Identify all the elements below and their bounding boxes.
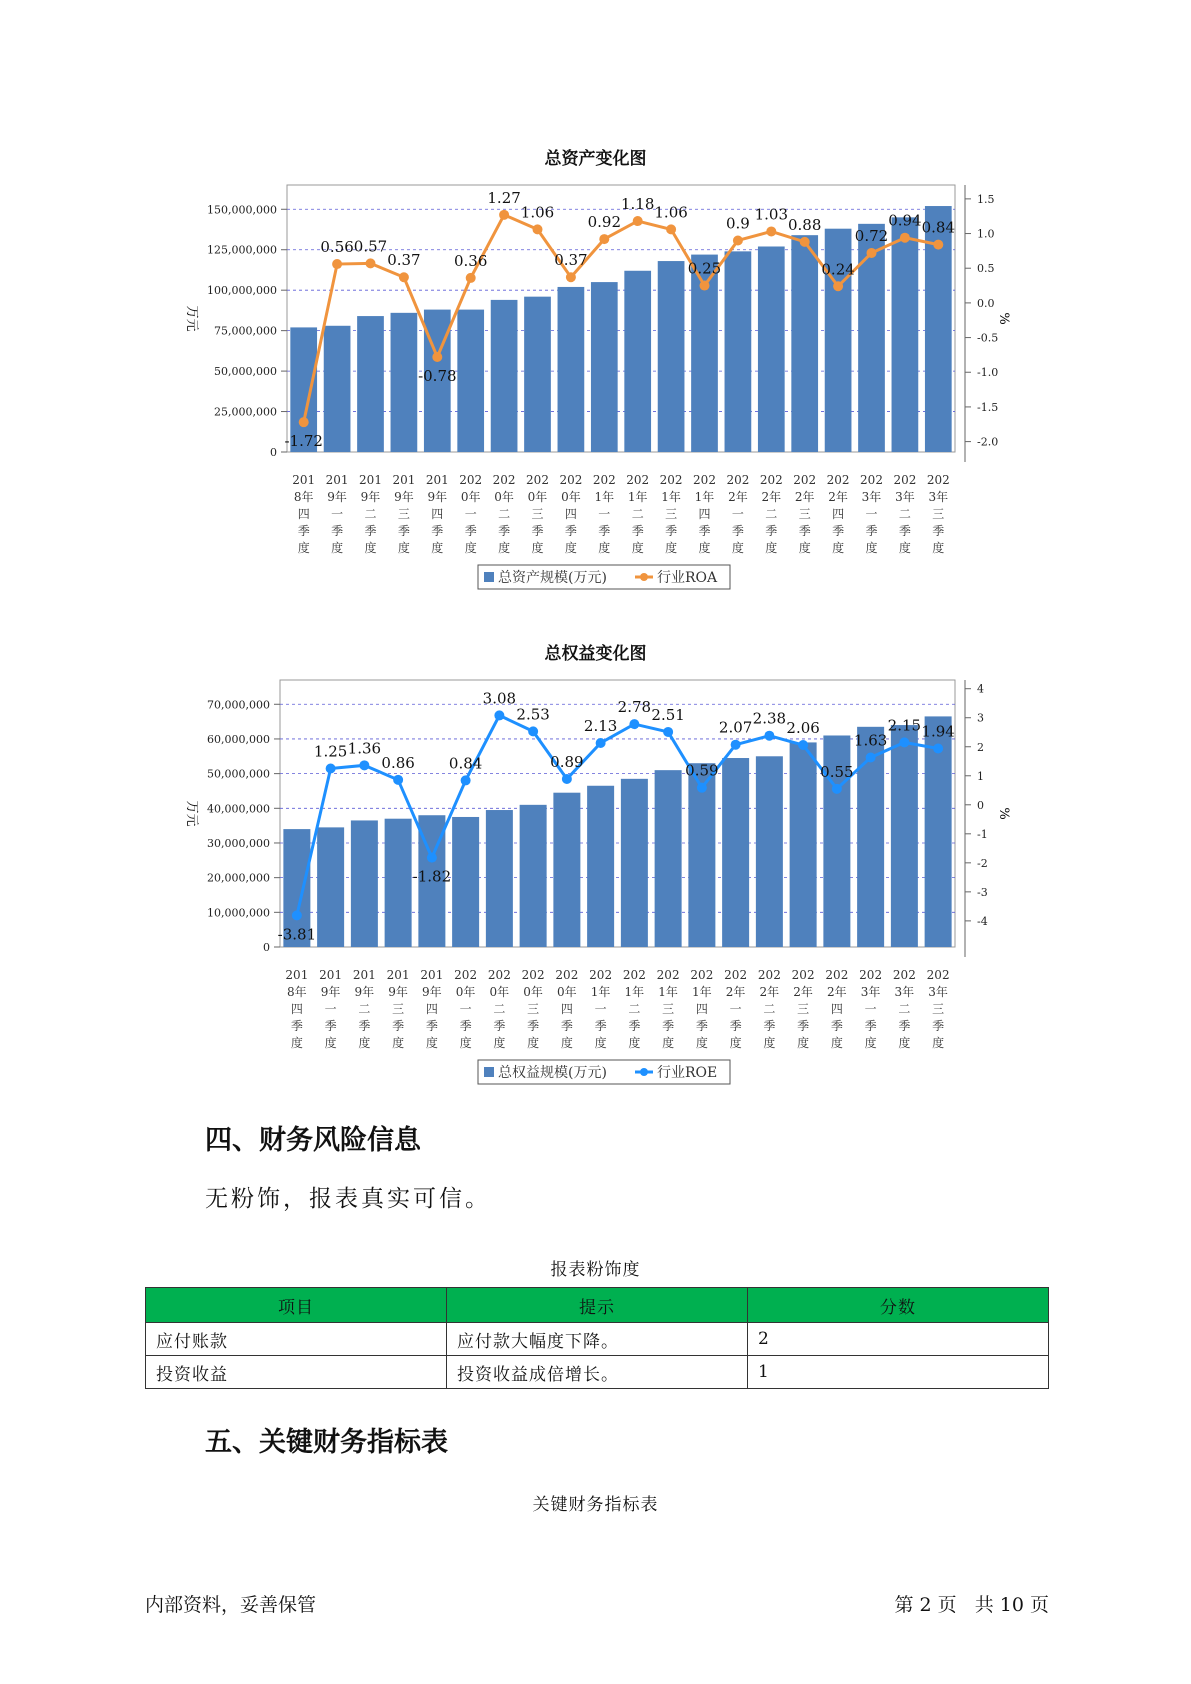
x-tick-label: 202 0年三季度 [526,473,549,555]
data-label: 0.25 [687,259,722,278]
risk-item-cell: 应付账款 [146,1323,447,1356]
risk-table-header-row [146,1288,1049,1323]
data-label: 0.55 [820,762,854,781]
x-tick-label: 201 9年二季度 [352,968,376,1050]
x-tick-label: 202 2年四季度 [825,968,849,1050]
x-tick-label: 202 2年二季度 [759,473,783,555]
data-label: 1.94 [921,722,955,741]
bar [621,779,648,947]
line-point [393,775,403,785]
x-tick-label: 201 9年二季度 [359,473,382,555]
bar [385,819,412,947]
x-tick-label: 202 3年二季度 [893,473,917,555]
footer-confidential-note: 内部资料，妥善保管 [145,1594,317,1616]
bar [558,287,585,452]
data-label: 2.51 [651,705,685,724]
y-tick-label: 75,000,000 [214,324,277,338]
data-label: 1.18 [620,195,655,214]
line-point [299,417,309,427]
line-point [867,248,877,258]
x-tick-label: 201 9年三季度 [392,473,416,555]
line-point [461,775,471,785]
x-tick-label: 202 1年三季度 [659,473,683,555]
line-point [432,352,442,362]
line-point [866,752,876,762]
x-tick-label: 202 0年一季度 [459,473,483,555]
y-tick-label: 125,000,000 [207,243,277,257]
risk-table-header-score: 分数 [748,1288,1049,1323]
bar [791,235,818,452]
line-point [833,281,843,291]
bar [722,758,749,947]
x-tick-label: 202 0年二季度 [492,473,516,555]
x-tick-label: 202 0年四季度 [559,473,583,555]
line-point [633,216,643,226]
data-label: 3.08 [482,689,517,708]
x-tick-label: 202 2年三季度 [791,968,815,1050]
risk-hint-cell: 应付款大幅度下降。 [447,1323,748,1356]
y-tick-label: 25,000,000 [214,405,277,419]
x-tick-label: 201 8年四季度 [285,968,309,1050]
line-point [900,233,910,243]
data-label: 0.86 [381,753,415,772]
bar [758,246,785,452]
data-label: 0.56 [320,238,354,257]
bar [553,793,580,947]
y-tick-label: 30,000,000 [207,836,270,850]
line-point [766,226,776,236]
bar [457,310,484,452]
y2-tick-label: 1.5 [977,192,995,206]
data-label: 0.37 [387,251,421,270]
line-point [359,760,369,770]
footer-page-number: 第 2 页 共 10 页 [894,1594,1049,1616]
key-indicators-caption: 关键财务指标表 [532,1495,659,1515]
line-point [697,783,707,793]
line-point [700,281,710,291]
legend-line-marker [640,573,648,581]
y2-tick-label: 4 [977,682,984,696]
risk-score-cell: 1 [748,1356,1049,1389]
data-label: 0.92 [587,213,622,232]
risk-table-header-hint: 提示 [447,1288,748,1323]
line-point [731,740,741,750]
y2-tick-label: -1 [977,827,988,841]
bar [452,817,479,947]
bar [351,820,378,947]
y2-tick-label: 1.0 [977,227,995,241]
y-tick-label: 20,000,000 [207,871,270,885]
bar [587,786,614,947]
risk-summary-text: 无粉饰，报表真实可信。 [205,1186,491,1212]
x-tick-label: 202 0年四季度 [555,968,579,1050]
x-tick-label: 202 1年一季度 [589,968,613,1050]
data-label: 1.63 [853,731,888,750]
x-tick-label: 202 2年三季度 [793,473,817,555]
line-point [933,743,943,753]
y2-tick-label: 0.0 [977,296,995,310]
x-tick-label: 201 9年四季度 [420,968,444,1050]
section-heading-financial-risk: 四、财务风险信息 [205,1125,421,1156]
line-point [326,764,336,774]
x-tick-label: 202 2年四季度 [826,473,850,555]
bar [357,316,384,452]
data-label: 0.24 [821,260,855,279]
line-point [499,210,509,220]
y2-tick-label: -2.0 [977,435,999,449]
line-point [663,727,673,737]
plot-frame [277,680,955,947]
line-point [899,737,909,747]
line-point [494,710,504,720]
line-point [562,774,572,784]
y-tick-label: 50,000,000 [214,365,277,379]
y2-tick-label: -2 [977,856,988,870]
data-label: 2.38 [752,709,787,728]
chart-title-total-assets: 总资产变化图 [544,149,647,169]
line-point [596,738,606,748]
bar [491,300,518,452]
y-tick-label: 0 [270,446,277,459]
line-point [533,224,543,234]
y-tick-label: 40,000,000 [207,802,270,816]
bar [324,326,351,452]
y-axis-label: 万元 [184,800,199,827]
bar [524,297,551,452]
data-label: 2.53 [516,705,550,724]
data-label: 0.9 [725,214,750,233]
table-row [146,1356,1049,1389]
y-axis-label: 万元 [184,305,199,332]
data-label: 0.89 [550,752,584,771]
x-tick-label: 202 0年二季度 [487,968,511,1050]
line-point [427,853,437,863]
y2-tick-label: -1.5 [977,400,999,414]
x-tick-label: 202 2年一季度 [724,968,748,1050]
x-tick-label: 202 1年四季度 [693,473,716,555]
bar [655,770,682,947]
y2-tick-label: 1 [977,769,984,783]
line-point [800,237,810,247]
legend-line-marker [640,1068,648,1076]
line-point [933,240,943,250]
data-label: 1.03 [754,205,789,224]
data-label: 1.27 [487,188,521,207]
line-point [798,740,808,750]
data-label: 0.36 [453,251,488,270]
bar [756,756,783,947]
table-row [146,1323,1049,1356]
line-point [832,784,842,794]
data-label: 2.78 [617,698,652,717]
y2-axis-label: % [996,807,1011,820]
data-label: 1.25 [313,742,348,761]
data-label: 0.72 [854,226,889,245]
legend-bar-label: 总资产规模(万元) [498,570,607,586]
y-tick-label: 150,000,000 [207,203,277,217]
bar [486,810,513,947]
x-tick-label: 202 0年一季度 [454,968,478,1050]
risk-table [145,1287,1049,1389]
risk-item-cell: 投资收益 [146,1356,447,1389]
y2-tick-label: -3 [977,885,988,899]
y-tick-label: 10,000,000 [207,906,270,920]
data-label: 2.07 [718,718,753,737]
chart-total-assets [0,175,1191,615]
y2-tick-label: 2 [977,740,984,754]
x-tick-label: 202 3年一季度 [859,968,883,1050]
bar [892,217,919,452]
risk-table-caption: 报表粉饰度 [550,1260,641,1280]
y-tick-label: 60,000,000 [207,732,270,746]
x-tick-label: 201 8年四季度 [292,473,316,555]
y-tick-label: 50,000,000 [207,767,270,781]
y2-tick-label: -4 [977,914,988,928]
x-tick-label: 202 2年二季度 [757,968,781,1050]
y2-tick-label: -1.0 [977,366,999,380]
data-label: 0.84 [448,754,483,773]
bar [658,261,685,452]
x-tick-label: 202 0年三季度 [521,968,545,1050]
y-tick-label: 70,000,000 [207,698,270,712]
y2-axis-label: % [996,312,1011,325]
bar [317,827,344,947]
data-label: -1.82 [412,867,452,886]
legend-line-label: 行业ROA [657,570,718,586]
risk-table-header-item: 项目 [146,1288,447,1323]
y2-tick-label: -0.5 [977,331,999,345]
bar [591,282,618,452]
bar [858,224,885,452]
x-tick-label: 202 3年三季度 [926,473,950,555]
data-label: 0.94 [888,211,922,230]
x-tick-label: 202 1年二季度 [622,968,646,1050]
legend-bar-label: 总权益规模(万元) [498,1065,607,1081]
x-tick-label: 202 1年三季度 [656,968,680,1050]
line-point [733,235,743,245]
x-tick-label: 202 3年一季度 [860,473,883,555]
data-label: 1.06 [654,203,688,222]
data-label: 0.57 [353,237,388,256]
x-tick-label: 202 1年一季度 [592,473,616,555]
bar [891,725,918,947]
x-tick-label: 201 9年三季度 [386,968,410,1050]
line-point [599,234,609,244]
data-label: -1.72 [284,432,323,451]
data-label: -0.78 [418,366,457,385]
data-label: 2.06 [786,719,820,738]
line-point [366,258,376,268]
y-tick-label: 100,000,000 [207,284,277,298]
data-label: 0.59 [685,761,719,780]
chart-title-total-equity: 总权益变化图 [544,644,647,664]
legend-line-label: 行业ROE [657,1065,718,1081]
bar [725,251,752,452]
x-tick-label: 202 2年一季度 [726,473,750,555]
x-tick-label: 202 1年二季度 [626,473,650,555]
x-tick-label: 202 3年二季度 [892,968,916,1050]
line-point [566,272,576,282]
x-tick-label: 201 9年一季度 [325,473,349,555]
x-tick-label: 201 9年一季度 [319,968,343,1050]
risk-hint-cell: 投资收益成倍增长。 [447,1356,748,1389]
line-point [764,731,774,741]
x-tick-label: 202 1年四季度 [690,968,714,1050]
legend-bar-swatch [484,1067,494,1077]
line-point [332,259,342,269]
data-label: 2.15 [887,716,922,735]
section-heading-key-indicators: 五、关键财务指标表 [205,1427,448,1458]
bar [520,805,547,947]
y-tick-label: 0 [263,941,270,954]
line-point [292,910,302,920]
data-label: 1.06 [520,203,555,222]
bar [391,313,418,452]
risk-score-cell: 2 [748,1323,1049,1356]
line-point [399,272,409,282]
chart-total-equity [0,670,1191,1110]
line-point [666,224,676,234]
line-point [629,719,639,729]
data-label: 1.36 [347,739,382,758]
legend-bar-swatch [484,572,494,582]
x-tick-label: 201 9年四季度 [425,473,449,555]
data-label: 0.84 [921,218,956,237]
x-tick-label: 202 3年三季度 [926,968,950,1050]
data-label: 0.37 [554,251,588,270]
data-label: -3.81 [277,925,317,944]
line-point [466,273,476,283]
y2-tick-label: 0.5 [977,262,995,276]
y2-tick-label: 0 [977,798,984,812]
y2-tick-label: 3 [977,711,984,725]
line-point [528,726,538,736]
bar [624,271,651,452]
bar [790,742,817,947]
data-label: 0.88 [787,215,822,234]
data-label: 2.13 [583,716,618,735]
